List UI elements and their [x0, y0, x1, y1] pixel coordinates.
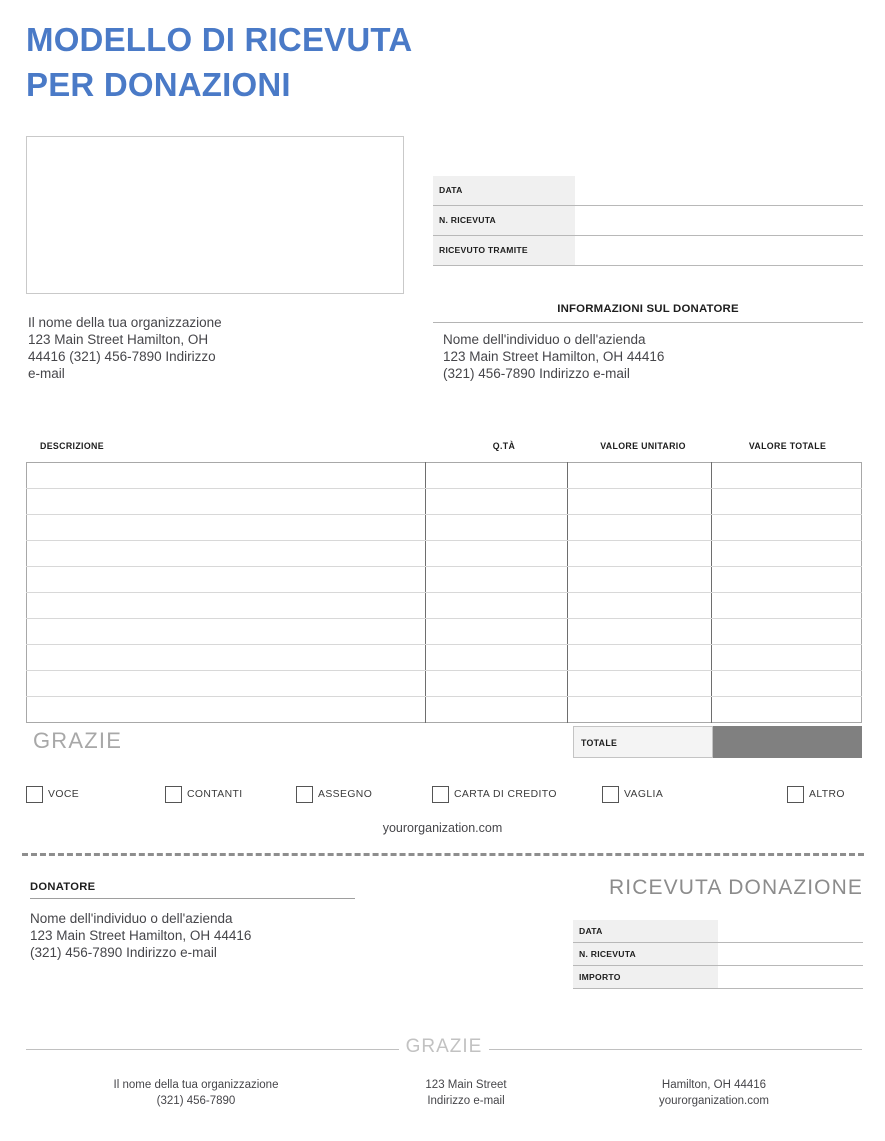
- donor-contact: (321) 456-7890 Indirizzo e-mail: [443, 366, 630, 381]
- organization-address-1: 123 Main Street Hamilton, OH: [28, 332, 209, 347]
- cell-quantity[interactable]: [425, 593, 567, 619]
- cell-unit-value[interactable]: [567, 645, 711, 671]
- payment-option-vaglia[interactable]: [602, 786, 663, 808]
- cell-quantity[interactable]: [425, 567, 567, 593]
- payment-option-label: CONTANTI: [187, 789, 243, 801]
- cell-quantity[interactable]: [425, 671, 567, 697]
- cell-total-value[interactable]: [711, 463, 861, 489]
- organization-name: Il nome della tua organizzazione: [28, 315, 222, 330]
- thanks-text-middle: GRAZIE: [33, 728, 123, 753]
- cell-quantity[interactable]: [425, 645, 567, 671]
- cell-description[interactable]: [27, 671, 426, 697]
- cell-description[interactable]: [27, 593, 426, 619]
- stub-donor-name: Nome dell'individuo o dell'azienda: [30, 911, 233, 926]
- cell-description[interactable]: [27, 619, 426, 645]
- cell-quantity[interactable]: [425, 541, 567, 567]
- footer-columns: [26, 1078, 862, 1120]
- footer-column-address: [366, 1078, 566, 1109]
- cell-quantity[interactable]: [425, 697, 567, 723]
- footer-organization-name: Il nome della tua organizzazione: [113, 1079, 279, 1091]
- checkbox-icon[interactable]: [787, 786, 804, 803]
- cell-description[interactable]: [27, 645, 426, 671]
- donor-info-heading: INFORMAZIONI SUL DONATORE: [557, 303, 739, 315]
- logo-placeholder-box[interactable]: [26, 136, 404, 294]
- footer-street: 123 Main Street: [425, 1079, 507, 1091]
- tear-off-dashed-divider: [22, 853, 864, 856]
- table-row[interactable]: [27, 541, 862, 567]
- cell-quantity[interactable]: [425, 463, 567, 489]
- cell-quantity[interactable]: [425, 489, 567, 515]
- items-table-header: [26, 441, 862, 460]
- column-header-unit-value: VALORE UNITARIO: [600, 441, 686, 451]
- cell-unit-value[interactable]: [567, 593, 711, 619]
- payment-option-label: VAGLIA: [624, 789, 664, 801]
- cell-unit-value[interactable]: [567, 541, 711, 567]
- donor-address: 123 Main Street Hamilton, OH 44416: [443, 349, 665, 364]
- table-row[interactable]: [27, 619, 862, 645]
- table-row[interactable]: [27, 671, 862, 697]
- footer-email: Indirizzo e-mail: [427, 1094, 505, 1107]
- payment-option-contanti[interactable]: [165, 786, 243, 808]
- column-header-total-value: VALORE TOTALE: [748, 441, 827, 451]
- stub-label-receipt-number: N. RICEVUTA: [579, 949, 637, 959]
- cell-total-value[interactable]: [711, 567, 861, 593]
- cell-unit-value[interactable]: [567, 515, 711, 541]
- meta-label-receipt-number: N. RICEVUTA: [439, 215, 497, 225]
- footer-divider-left: [26, 1049, 399, 1050]
- table-row[interactable]: [27, 567, 862, 593]
- donor-info-divider: [433, 322, 863, 323]
- footer-city-state-zip: Hamilton, OH 44416: [661, 1079, 767, 1091]
- checkbox-icon[interactable]: [165, 786, 182, 803]
- payment-option-label: ALTRO: [809, 789, 845, 801]
- checkbox-icon[interactable]: [26, 786, 43, 803]
- footer-organization-phone: (321) 456-7890: [156, 1094, 236, 1107]
- checkbox-icon[interactable]: [432, 786, 449, 803]
- table-row[interactable]: [27, 645, 862, 671]
- stub-donor-info: [30, 910, 430, 961]
- cell-total-value[interactable]: [711, 645, 861, 671]
- table-row[interactable]: [27, 697, 862, 723]
- payment-option-carta-di-credito[interactable]: [432, 786, 557, 808]
- meta-field-data[interactable]: [433, 176, 863, 206]
- total-label-cell: [573, 726, 713, 758]
- cell-description[interactable]: [27, 515, 426, 541]
- website-middle: yourorganization.com: [382, 821, 503, 835]
- receipt-meta-fields: [433, 176, 863, 266]
- meta-label-data: DATA: [439, 185, 463, 195]
- organization-address-2: 44416 (321) 456-7890 Indirizzo: [28, 349, 216, 364]
- meta-label-received-by: RICEVUTO TRAMITE: [439, 245, 528, 255]
- checkbox-icon[interactable]: [602, 786, 619, 803]
- footer-website: yourorganization.com: [659, 1094, 769, 1107]
- donor-name: Nome dell'individuo o dell'azienda: [443, 332, 646, 347]
- cell-unit-value[interactable]: [567, 567, 711, 593]
- column-header-quantity: Q.TÀ: [492, 441, 516, 451]
- cell-total-value[interactable]: [711, 489, 861, 515]
- cell-unit-value[interactable]: [567, 671, 711, 697]
- cell-total-value[interactable]: [711, 619, 861, 645]
- page-title-line-1: MODELLO DI RICEVUTA: [26, 21, 413, 58]
- footer-column-city-web: [566, 1078, 862, 1109]
- cell-description[interactable]: [27, 489, 426, 515]
- meta-field-receipt-number[interactable]: [433, 206, 863, 236]
- stub-fields: [573, 920, 863, 989]
- cell-unit-value[interactable]: [567, 489, 711, 515]
- payment-option-label: VOCE: [48, 789, 80, 801]
- donor-info-block: [443, 331, 863, 382]
- cell-total-value[interactable]: [711, 697, 861, 723]
- column-header-description: DESCRIZIONE: [40, 441, 104, 451]
- stub-field-receipt-number[interactable]: [573, 943, 863, 966]
- table-row[interactable]: [27, 593, 862, 619]
- payment-option-altro[interactable]: [787, 786, 845, 808]
- cell-description[interactable]: [27, 567, 426, 593]
- footer-thanks-text: GRAZIE: [405, 1036, 483, 1057]
- checkbox-icon[interactable]: [296, 786, 313, 803]
- organization-email: e-mail: [28, 366, 65, 381]
- total-value-cell[interactable]: [713, 726, 862, 758]
- cell-description[interactable]: [27, 463, 426, 489]
- payment-option-voce[interactable]: [26, 786, 79, 808]
- cell-unit-value[interactable]: [567, 463, 711, 489]
- items-table: [26, 462, 862, 723]
- total-label: TOTALE: [581, 738, 618, 748]
- meta-field-received-by[interactable]: [433, 236, 863, 266]
- stub-receipt-title: RICEVUTA DONAZIONE: [609, 876, 863, 899]
- stub-field-data[interactable]: [573, 920, 863, 943]
- stub-donor-contact: (321) 456-7890 Indirizzo e-mail: [30, 945, 217, 960]
- footer-divider-right: [489, 1049, 862, 1050]
- cell-description[interactable]: [27, 697, 426, 723]
- cell-unit-value[interactable]: [567, 619, 711, 645]
- cell-total-value[interactable]: [711, 541, 861, 567]
- payment-option-assegno[interactable]: [296, 786, 372, 808]
- stub-label-amount: IMPORTO: [579, 972, 621, 982]
- table-row[interactable]: [27, 515, 862, 541]
- stub-donor-divider: [30, 898, 355, 899]
- cell-total-value[interactable]: [711, 515, 861, 541]
- cell-description[interactable]: [27, 541, 426, 567]
- payment-methods-row: [26, 786, 862, 808]
- organization-info: [28, 314, 398, 382]
- page-title-line-2: PER DONAZIONI: [26, 65, 291, 103]
- cell-quantity[interactable]: [425, 515, 567, 541]
- cell-total-value[interactable]: [711, 593, 861, 619]
- stub-donor-heading: DONATORE: [30, 881, 96, 893]
- cell-total-value[interactable]: [711, 671, 861, 697]
- stub-label-data: DATA: [579, 926, 603, 936]
- stub-field-amount[interactable]: [573, 966, 863, 989]
- payment-option-label: ASSEGNO: [318, 789, 373, 801]
- cell-unit-value[interactable]: [567, 697, 711, 723]
- payment-option-label: CARTA DI CREDITO: [454, 789, 557, 801]
- page-title: [26, 18, 626, 108]
- footer-column-organization: [26, 1078, 366, 1109]
- table-row[interactable]: [27, 463, 862, 489]
- stub-donor-address: 123 Main Street Hamilton, OH 44416: [30, 928, 252, 943]
- cell-quantity[interactable]: [425, 619, 567, 645]
- table-row[interactable]: [27, 489, 862, 515]
- items-table-body: [27, 463, 862, 723]
